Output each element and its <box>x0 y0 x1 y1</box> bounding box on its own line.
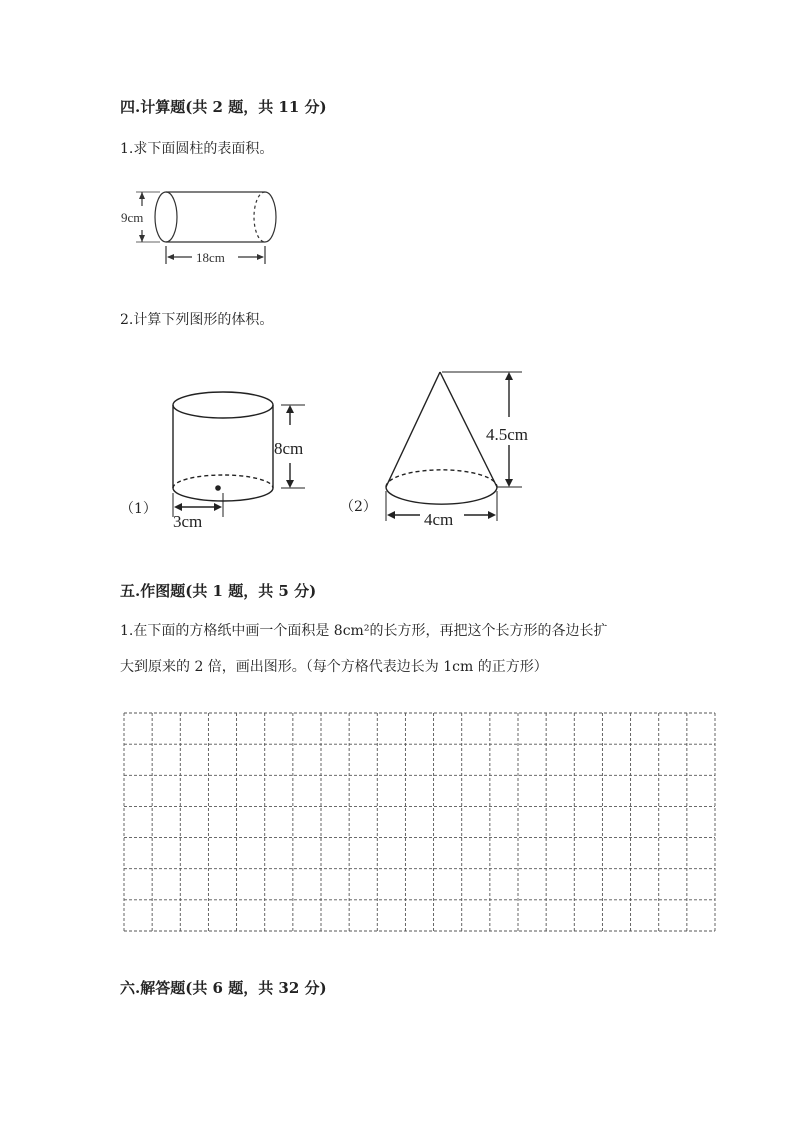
figure-1-number: （1） <box>120 501 157 517</box>
length-label: 18cm <box>196 250 225 265</box>
cone-diameter-label: 4cm <box>424 510 454 529</box>
question-4-2-text: 2.计算下列图形的体积。 <box>120 312 274 328</box>
vertical-cylinder-figure <box>160 385 330 535</box>
cylinder-height-label: 8cm <box>274 439 304 458</box>
section-6-title: 六.解答题(共 6 题，共 32 分) <box>120 979 327 997</box>
diameter-label: 9cm <box>121 210 144 225</box>
grid-paper[interactable] <box>120 710 720 936</box>
figure-2-number: （2） <box>340 499 377 515</box>
question-5-1-line-1: 1.在下面的方格纸中画一个面积是 8cm²的长方形，再把这个长方形的各边长扩 <box>120 623 608 639</box>
cylinder-left-face <box>155 192 177 242</box>
cone-height-label: 4.5cm <box>486 425 529 444</box>
section-4-title: 四.计算题(共 2 题，共 11 分) <box>120 98 327 116</box>
section-5-title: 五.作图题(共 1 题，共 5 分) <box>120 582 317 600</box>
cone-figure <box>380 365 550 535</box>
question-5-1-line-2: 大到原来的 2 倍，画出图形。（每个方格代表边长为 1cm 的正方形） <box>120 659 548 675</box>
cylinder-top-face <box>173 392 273 418</box>
question-4-1-text: 1.求下面圆柱的表面积。 <box>120 141 274 157</box>
horizontal-cylinder-figure <box>110 180 290 270</box>
cylinder-radius-label: 3cm <box>173 512 203 531</box>
